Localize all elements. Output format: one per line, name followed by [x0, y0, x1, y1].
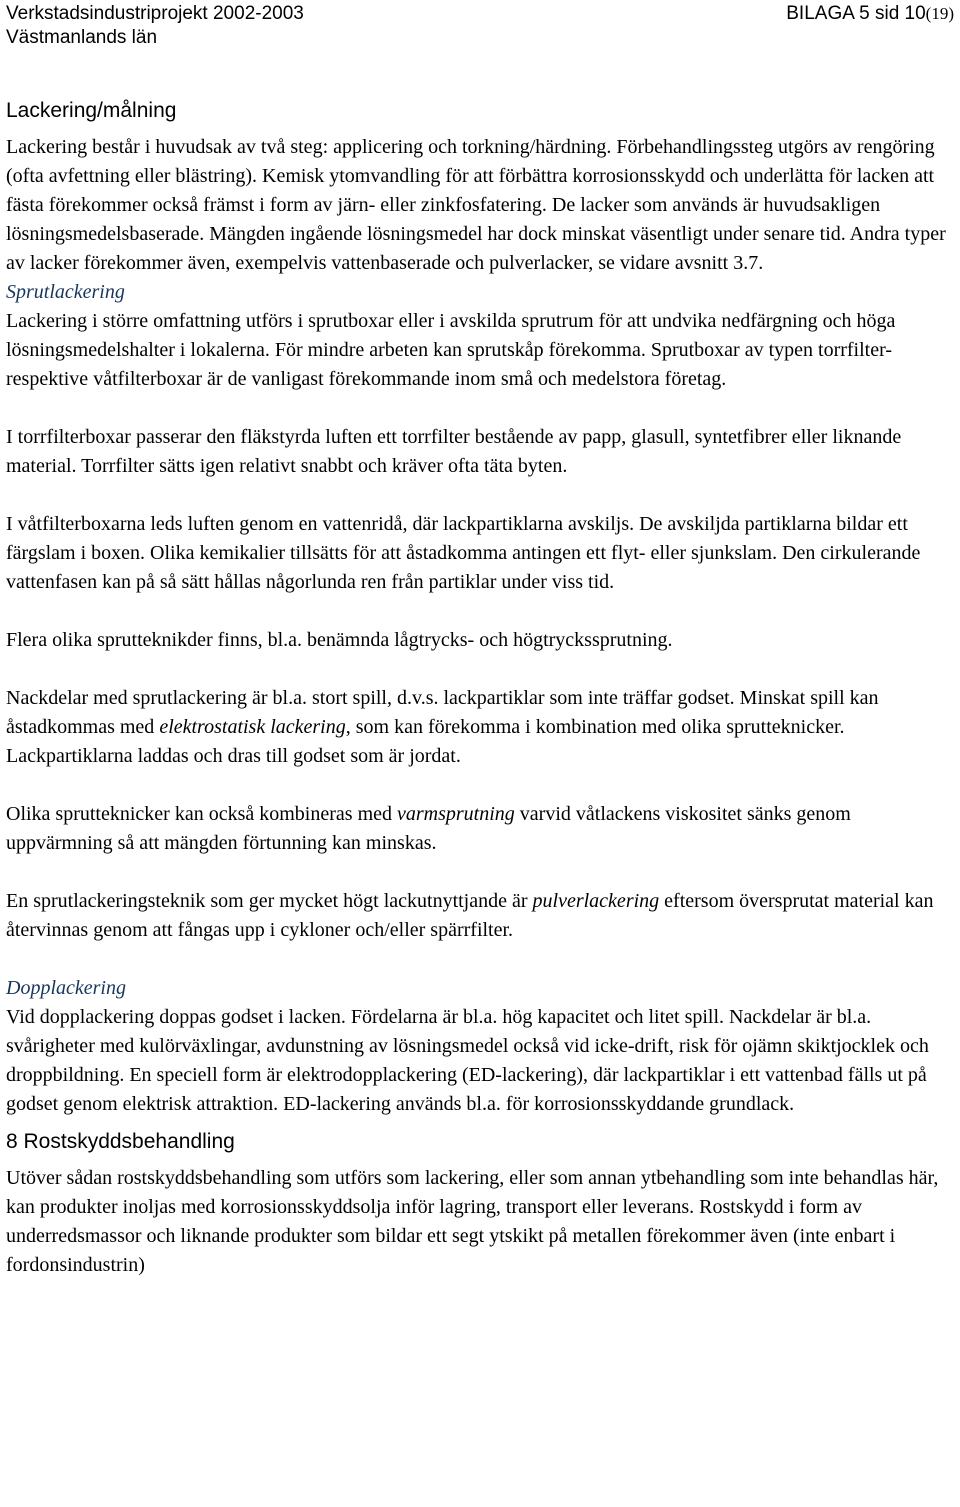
paragraph-vatfilter: I våtfilterboxarna leds luften genom en vattenridå, där lackpartiklarna avskiljs. De avskiljda partiklarna bildar ett färgslam i boxen. Olika kemikalier tillsätts för att åstadkomma antingen ett flyt- eller sjunkslam. Den cirkulerande vattenfasen kan på så sätt hållas någorlunda ren från partiklar under viss tid. — [6, 513, 921, 593]
county-name: Västmanlands län — [6, 27, 158, 48]
nackdelar-emphasis: elektrostatisk lackering — [159, 716, 346, 738]
paragraph-torrfilter: I torrfilterboxar passerar den fläkstyrda luften ett torrfilter bestående av papp, glasull, syntetfibrer eller liknande material. Torrfilter sätts igen relativt snabbt och kräver ofta täta byten. — [6, 426, 902, 477]
document-body — [6, 96, 956, 1280]
nackdelar-part2: , som kan förekomma i kombination med olika sprutteknicker. Lackpartiklarna laddas och dras till godset som är jordat. — [6, 716, 845, 767]
paragraph-nackdelar — [6, 684, 956, 771]
varm-part1: Olika sprutteknicker kan också kombineras med — [6, 803, 397, 825]
paragraph-varmsprutning — [6, 800, 956, 858]
paragraph-pulverlackering — [6, 887, 956, 945]
project-title: Verkstadsindustriprojekt 2002-2003 — [6, 3, 304, 24]
paragraph-intro: Lackering består i huvudsak av två steg: applicering och torkning/härdning. Förbehandlingssteg utgörs av rengöring (ofta avfettning eller blästring). Kemisk ytomvandling för att förbättra korrosionsskydd och underlätta för lacken att fästa förekommer också främst i form av järn- eller zinkfosfatering. De lacker som används är huvudsakligen lösningsmedelsbaserade. Mängden ingående lösningsmedel har dock minskat väsentligt under senare tid. Andra typer av lacker förekommer även, exempelvis vattenbaserade och pulverlacker, se vidare avsnitt 3.7. — [6, 136, 946, 274]
header-left — [6, 2, 304, 50]
header-right — [786, 2, 954, 26]
varm-part2: varvid våtlackens viskositet sänks genom uppvärmning så att mängden förtunning kan minskas. — [6, 803, 851, 854]
paragraph-rostskydd: Utöver sådan rostskyddsbehandling som utförs som lackering, eller som annan ytbehandling som inte behandlas här, kan produkter inoljas med korrosionsskyddsolja inför lagring, transport eller leverans. Rostskydd i form av underredsmassor och liknande produkter som bildar ett segt ytskikt på metallen förekommer även (inte enbart i fordonsindustrin) — [6, 1167, 939, 1276]
pulver-part1: En sprutlackeringsteknik som ger mycket högt lackutnyttjande är — [6, 890, 533, 912]
section-heading-rostskydd: 8 Rostskyddsbehandling — [6, 1130, 235, 1153]
appendix-label: BILAGA 5 sid 10 — [786, 3, 926, 24]
paragraph-sprutlackering: Lackering i större omfattning utförs i sprutboxar eller i avskilda sprutrum för att undvika nedfärgning och höga lösningsmedelshalter i lokalerna. För mindre arbeten kan sprutskåp förekomma. Sprutboxar av typen torrfilter- respektive våtfilterboxar är de vanligast förekommande inom små och medelstora företag. — [6, 310, 896, 390]
subheading-dopplackering — [6, 974, 956, 1003]
subheading-sprutlackering-text: Sprutlackering — [6, 281, 125, 303]
varm-emphasis: varmsprutning — [397, 803, 515, 825]
pulver-emphasis: pulverlackering — [532, 890, 660, 912]
section-heading-lackering: Lackering/målning — [6, 99, 177, 122]
subheading-sprutlackering — [6, 278, 956, 307]
paragraph-tekniker: Flera olika sprutteknikder finns, bl.a. benämnda lågtrycks- och högtryckssprutning. — [6, 629, 673, 651]
subheading-dopplackering-text: Dopplackering — [6, 977, 126, 999]
page-count: (19) — [925, 4, 954, 23]
paragraph-dopplackering: Vid dopplackering doppas godset i lacken. Fördelarna är bl.a. hög kapacitet och litet spill. Nackdelar är bl.a. svårigheter med kulörväxlingar, avdunstning av lösningsmedel också vid icke-drift, risk för ojämn skiktjocklek och droppbildning. En speciell form är elektrodopplackering (ED-lackering), där lackpartiklar i ett vattenbad fälls ut på godset genom elektrisk attraktion. ED-lackering används bl.a. för korrosionsskyddande grundlack. — [6, 1006, 929, 1115]
pulver-part2: eftersom översprutat material kan återvinnas genom att fångas upp i cykloner och/eller spärrfilter. — [6, 890, 934, 941]
nackdelar-part1: Nackdelar med sprutlackering är bl.a. stort spill, d.v.s. lackpartiklar som inte träffar godset. Minskat spill kan åstadkommas med — [6, 687, 879, 738]
